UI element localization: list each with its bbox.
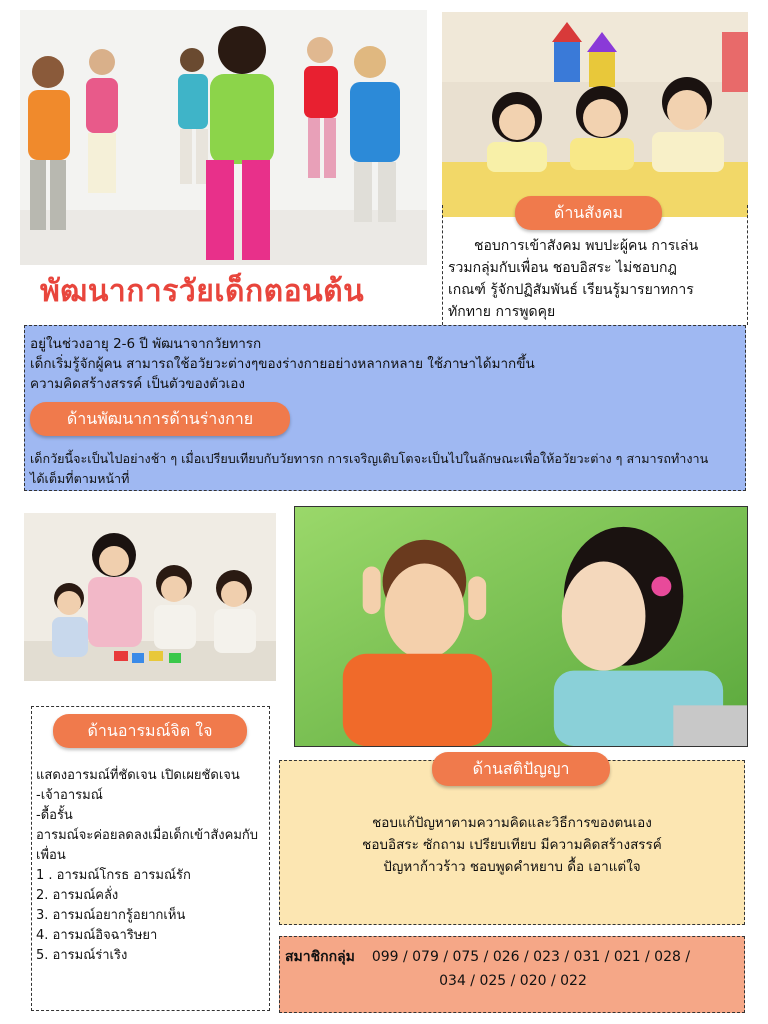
emotional-line: -ดื้อรั้น (36, 808, 73, 823)
intellect-line: ชอบอิสระ ซักถาม เปรียบเทียบ มีความคิดสร้างสรรค์ (362, 837, 662, 853)
social-line: เกณฑ์ รู้จักปฏิสัมพันธ์ เรียนรู้มารยาทการ (448, 282, 694, 298)
photo-teacher-boy (294, 506, 748, 747)
intellect-line: ชอบแก้ปัญหาตามความคิดและวิธีการของตนเอง (372, 815, 652, 831)
emotional-line: -เจ้าอารมณ์ (36, 788, 103, 803)
intellect-heading: ด้านสติปัญญา (432, 752, 610, 786)
members-text (285, 945, 741, 993)
emotional-line: 2. อารมณ์คลั่ง (36, 888, 119, 903)
intro-line: ความคิดสร้างสรรค์ เป็นตัวของตัวเอง (30, 376, 245, 392)
emotional-heading: ด้านอารมณ์จิต ใจ (53, 714, 247, 748)
social-text (448, 235, 698, 323)
emotional-line: 4. อารมณ์อิจฉาริษยา (36, 928, 158, 943)
page-title: พัฒนาการวัยเด็กตอนต้น (40, 274, 365, 309)
members-ids-line2: 034 / 025 / 020 / 022 (439, 973, 587, 989)
social-line: ชอบการเข้าสังคม พบปะผู้คน การเล่น (474, 238, 699, 254)
intro-line: อยู่ในช่วงอายุ 2-6 ปี พัฒนาจากวัยทารก (30, 336, 262, 352)
photo-teacher-toddlers (24, 513, 276, 681)
social-line: รวมกลุ่มกับเพื่อน ชอบอิสระ ไม่ชอบกฎ (448, 260, 677, 276)
photo-children-circle (20, 10, 427, 265)
intro-text (30, 334, 535, 394)
members-label: สมาชิกกลุ่ม (285, 949, 355, 965)
emotional-line: 3. อารมณ์อยากรู้อยากเห็น (36, 908, 186, 923)
intellect-line: ปัญหาก้าวร้าว ชอบพูดคำหยาบ ดื้อ เอาแต่ใจ (383, 859, 641, 875)
intro-line: เด็กเริ่มรู้จักผู้คน สามารถใช้อวัยวะต่างๆของร่างกายอย่างหลากหลาย ใช้ภาษาได้มากขึ้น (30, 356, 535, 372)
emotional-line: 5. อารมณ์ร่าเริง (36, 948, 128, 963)
emotional-line: อารมณ์จะค่อยลดลงเมื่อเด็กเข้าสังคมกับ (36, 828, 259, 843)
emotional-line: 1 . อารมณ์โกรธ อารมณ์รัก (36, 868, 191, 883)
photo-kids-classroom (442, 12, 748, 217)
physical-line: ได้เต็มที่ตามหน้าที่ (30, 471, 130, 486)
physical-text (30, 449, 708, 489)
social-heading: ด้านสังคม (515, 196, 662, 230)
emotional-line: แสดงอารมณ์ที่ชัดเจน เปิดเผยชัดเจน (36, 768, 240, 783)
physical-line: เด็กวัยนี้จะเป็นไปอย่างช้า ๆ เมื่อเปรียบเทียบกับวัยทารก การเจริญเติบโตจะเป็นไปในลักษณะเพื่อให้อวัยวะต่าง ๆ สามารถทำงาน (30, 451, 709, 466)
social-line: ทักทาย การพูดคุย (448, 304, 556, 320)
emotional-text (36, 766, 258, 966)
emotional-line: เพื่อน (36, 848, 66, 863)
physical-heading: ด้านพัฒนาการด้านร่างกาย (30, 402, 290, 436)
intellect-text (279, 812, 745, 878)
members-ids-line1: 099 / 079 / 075 / 026 / 023 / 031 / 021 / 028 / (371, 949, 691, 965)
